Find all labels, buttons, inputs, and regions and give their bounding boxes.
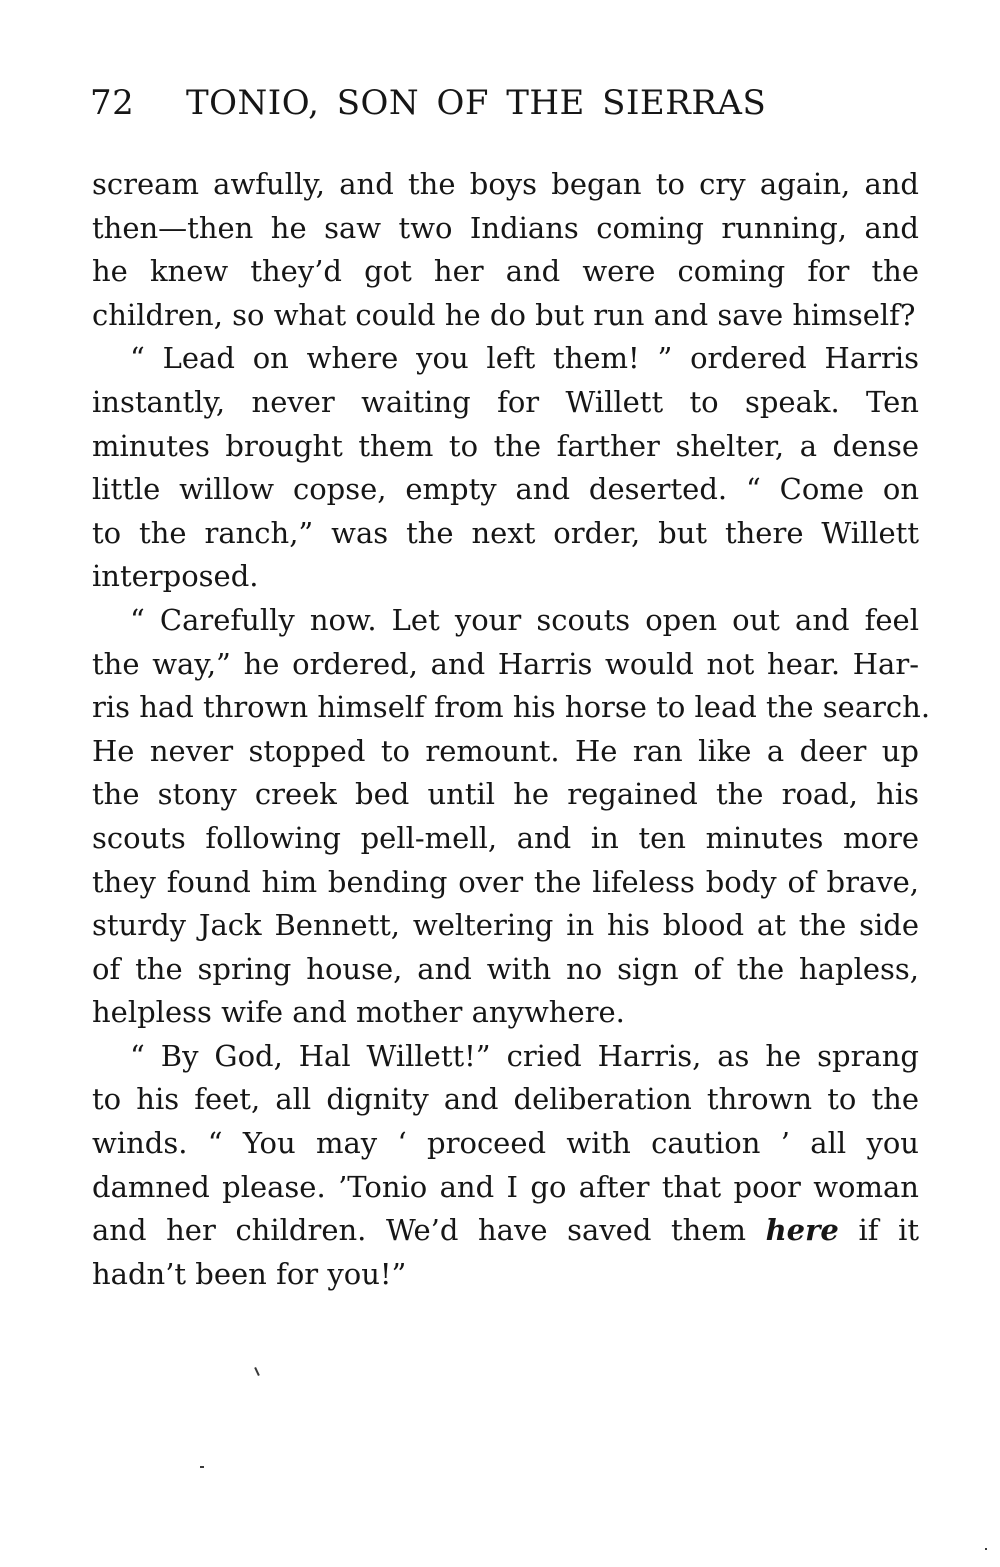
text-line: sturdy Jack Bennett, weltering in his blood at the side [92,908,919,943]
scan-speck [200,1466,204,1468]
text-line: children, so what could he do but run and save himself? [92,297,916,332]
text-line: hadn’t been for you!” [92,1256,407,1291]
text-line: “ Lead on where you left them! ” ordered Harris [130,341,919,376]
page-number: 72 [90,83,135,123]
text-line: the way,” he ordered, and Harris would not hear. Har- [92,646,919,681]
scan-speck [985,1548,987,1550]
text-line: scream awfully, and the boys began to cry again, and [92,167,919,201]
text-line: minutes brought them to the farther shelter, a dense [92,428,919,463]
text-line: interposed. [92,559,259,594]
text-line: the stony creek bed until he regained the road, his [92,777,919,812]
text-line: scouts following pell-mell, and in ten minutes more [92,820,919,855]
text-line: He never stopped to remount. He ran like a deer up [92,733,919,768]
body-text [92,163,931,1296]
text-line: to his feet, all dignity and deliberation thrown to the [92,1082,919,1117]
text-line: helpless wife and mother anywhere. [92,995,625,1030]
scan-speck [254,1367,260,1376]
running-head [90,78,920,128]
text-line: little willow copse, empty and deserted. “ Come on [92,472,919,507]
text-run: and her children. We’d have saved them [92,1213,766,1248]
text-line: ris had thrown himself from his horse to lead the search. [92,690,931,725]
text-line-with-emphasis [92,1209,919,1253]
text-line: to the ranch,” was the next order, but there Willett [92,515,919,550]
emphasized-word: here [765,1213,839,1248]
running-title: TONIO, SON OF THE SIERRAS [186,83,767,123]
text-line: they found him bending over the lifeless body of brave, [92,864,919,899]
text-line: “ By God, Hal Willett!” cried Harris, as he sprang [130,1038,919,1073]
text-line: winds. “ You may ‘ proceed with caution ’ all you [92,1126,919,1161]
text-line: he knew they’d got her and were coming for the [92,254,919,289]
text-run: if it [838,1213,920,1248]
text-line: instantly, never waiting for Willett to speak. Ten [92,384,919,419]
text-line: then—then he saw two Indians coming running, and [92,210,919,245]
text-line: “ Carefully now. Let your scouts open out and feel [130,602,919,637]
text-line: damned please. ’Tonio and I go after that poor woman [92,1169,919,1204]
text-line: of the spring house, and with no sign of the hapless, [92,951,919,986]
